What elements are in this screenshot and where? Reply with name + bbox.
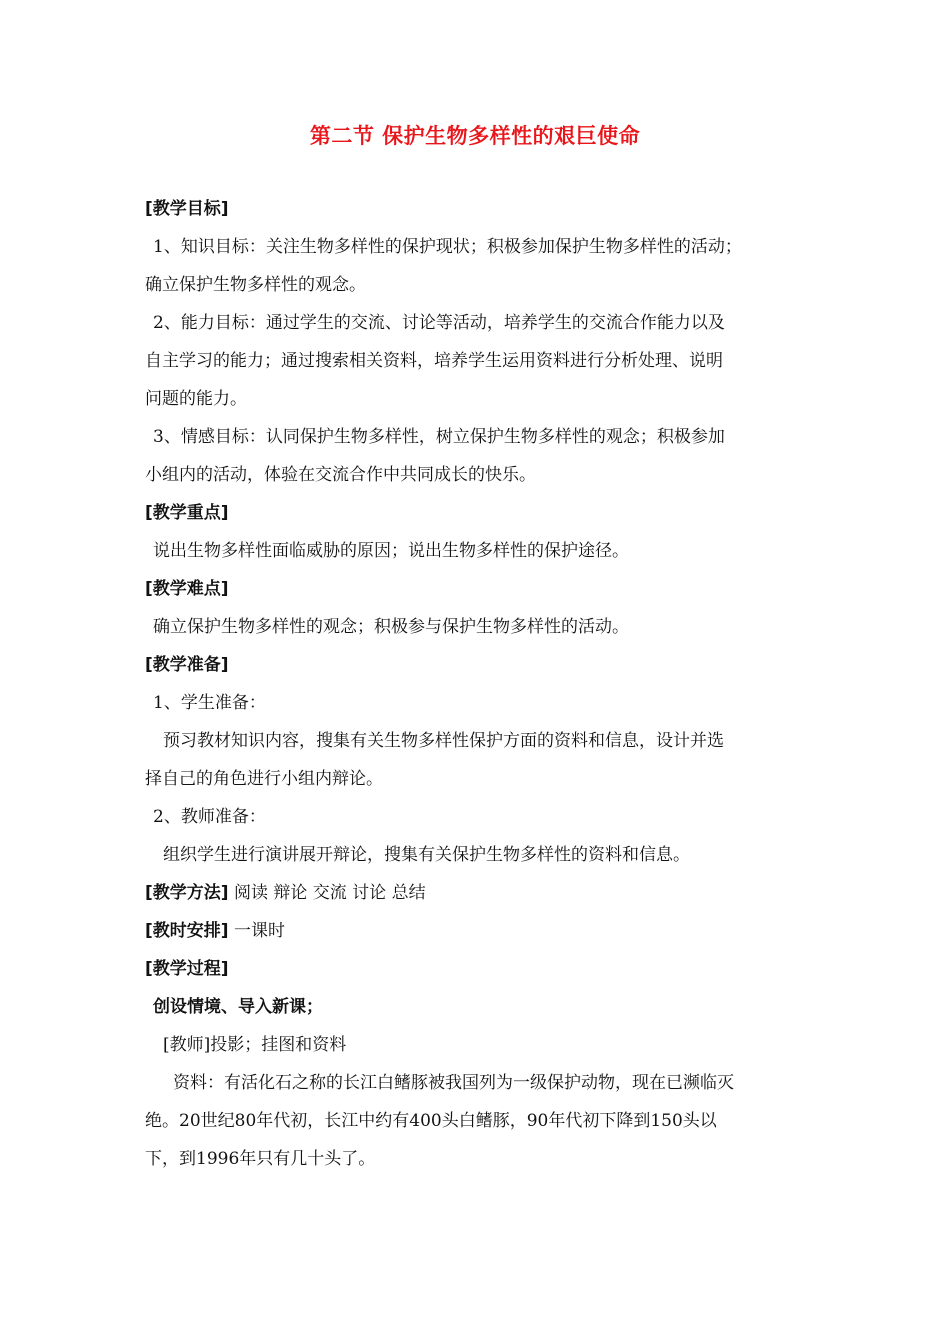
schedule-row: [145, 912, 815, 950]
key-points-text: 说出生物多样性面临威胁的原因；说出生物多样性的保护途径。: [153, 541, 629, 561]
material-line1: 资料：有活化石之称的长江白鳍豚被我国列为一级保护动物，现在已濒临灭: [173, 1073, 734, 1093]
goal1-line1: 1、知识目标：关注生物多样性的保护现状；积极参加保护生物多样性的活动；: [153, 237, 742, 257]
teacher-prep-text: 组织学生进行演讲展开辩论，搜集有关保护生物多样性的资料和信息。: [163, 845, 690, 865]
student-prep-label: 1、学生准备：: [153, 693, 266, 713]
goal2-line2: 自主学习的能力；通过搜索相关资料，培养学生运用资料进行分析处理、说明: [145, 351, 723, 371]
student-prep-line1: 预习教材知识内容，搜集有关生物多样性保护方面的资料和信息，设计并选: [163, 731, 724, 751]
page-title: 第二节 保护生物多样性的艰巨使命: [309, 124, 641, 148]
difficult-points-text: 确立保护生物多样性的观念；积极参与保护生物多样性的活动。: [153, 617, 629, 637]
goal2-line3: 问题的能力。: [145, 389, 247, 409]
method-text: 阅读 辩论 交流 讨论 总结: [233, 883, 426, 903]
goal2-line1: 2、能力目标：通过学生的交流、讨论等活动，培养学生的交流合作能力以及: [153, 313, 725, 333]
goal3-line1: 3、情感目标：认同保护生物多样性，树立保护生物多样性的观念；积极参加: [153, 427, 725, 447]
teacher-line: [教师]投影；挂图和资料: [163, 1035, 347, 1055]
difficult-points-heading: [教学难点]: [145, 579, 229, 599]
preparation-heading: [教学准备]: [145, 655, 229, 675]
schedule-heading: [教时安排]: [145, 921, 229, 941]
schedule-text: 一课时: [233, 921, 285, 941]
method-row: [145, 874, 815, 912]
method-heading: [教学方法]: [145, 883, 229, 903]
teacher-prep-label: 2、教师准备：: [153, 807, 266, 827]
material-line3: 下，到1996年只有几十头了。: [145, 1149, 376, 1169]
material-line2: 绝。20世纪80年代初，长江中约有400头白鳍豚，90年代初下降到150头以: [145, 1111, 717, 1131]
key-points-heading: [教学重点]: [145, 503, 229, 523]
document-body: [145, 190, 815, 1178]
goal3-line2: 小组内的活动，体验在交流合作中共同成长的快乐。: [145, 465, 536, 485]
goals-heading: [教学目标]: [145, 199, 229, 219]
process-heading: [教学过程]: [145, 959, 229, 979]
student-prep-line2: 择自己的角色进行小组内辩论。: [145, 769, 383, 789]
goal1-line2: 确立保护生物多样性的观念。: [145, 275, 366, 295]
intro-heading: 创设情境、导入新课；: [153, 997, 323, 1017]
